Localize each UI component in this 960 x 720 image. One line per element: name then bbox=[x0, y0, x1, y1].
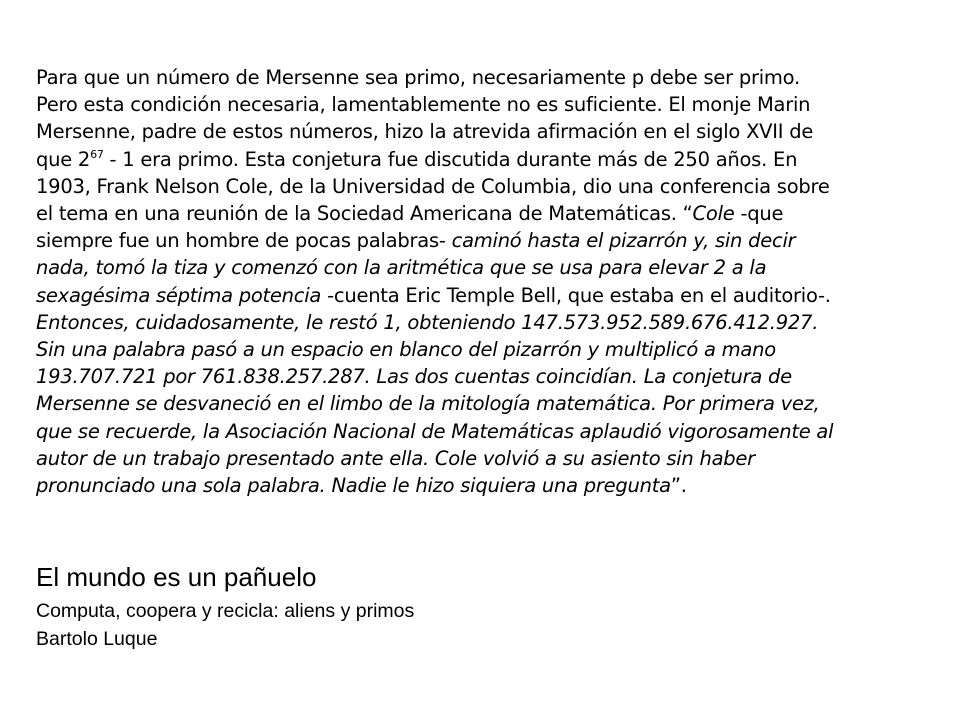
line-8-italic: nada, tomó la tiza y comenzó con la aritmética que se usa para elevar 2 a la bbox=[36, 256, 767, 280]
line-4-end: - 1 era primo. Esta conjetura fue discutida durante más de 250 años. En bbox=[103, 147, 798, 171]
author-name: Bartolo Luque bbox=[36, 628, 158, 650]
line-16-end: ”. bbox=[670, 474, 687, 498]
paragraph-line-16 bbox=[36, 472, 936, 499]
paragraph-line-10 bbox=[36, 309, 936, 336]
paragraph-line-4 bbox=[36, 146, 936, 173]
paragraph-line-9 bbox=[36, 282, 936, 309]
line-14-italic: que se recuerde, la Asociación Nacional de Matemáticas aplaudió vigorosamente al bbox=[36, 419, 834, 443]
line-9-italic: sexagésima séptima potencia bbox=[36, 283, 322, 307]
line-4-start: que 2 bbox=[36, 147, 91, 171]
line-13-italic: Mersenne se desvaneció en el limbo de la mitología matemática. Por primera vez, bbox=[36, 392, 820, 416]
line-6-italic: Cole bbox=[692, 202, 735, 226]
line-16-italic: pronunciado una sola palabra. Nadie le hizo siquiera una pregunta bbox=[36, 474, 671, 498]
paragraph-line-6 bbox=[36, 200, 936, 227]
paragraph-line-14 bbox=[36, 418, 936, 445]
line-7-italic: caminó hasta el pizarrón y, sin decir bbox=[451, 229, 796, 253]
source-subtitle: Computa, coopera y recicla: aliens y primos bbox=[36, 600, 415, 622]
paragraph-line-5: 1903, Frank Nelson Cole, de la Universidad de Columbia, dio una conferencia sobre bbox=[36, 174, 830, 198]
paragraph-line-11 bbox=[36, 336, 936, 363]
line-15-italic: autor de un trabajo presentado ante ella. Cole volvió a su asiento sin haber bbox=[36, 446, 755, 470]
line-10-italic: Entonces, cuidadosamente, le restó 1, obteniendo 147.573.952.589.676.412.927. bbox=[36, 310, 819, 334]
paragraph-line-3: Mersenne, padre de estos números, hizo la atrevida afirmación en el siglo XVII de bbox=[36, 120, 814, 144]
line-6-start: el tema en una reunión de la Sociedad Americana de Matemáticas. “ bbox=[36, 202, 693, 226]
exponent-superscript: 67 bbox=[90, 147, 104, 161]
paragraph-line-15 bbox=[36, 445, 936, 472]
line-9-end: -cuenta Eric Temple Bell, que estaba en el auditorio-. bbox=[321, 283, 831, 307]
paragraph-line-2: Pero esta condición necesaria, lamentablemente no es suficiente. El monje Marin bbox=[36, 93, 811, 117]
line-11-italic: Sin una palabra pasó a un espacio en blanco del pizarrón y multiplicó a mano bbox=[36, 338, 776, 362]
paragraph-line-13 bbox=[36, 390, 936, 417]
paragraph-line-12 bbox=[36, 363, 936, 390]
line-12-italic: 193.707.721 por 761.838.257.287. Las dos cuentas coincidían. La conjetura de bbox=[36, 365, 792, 389]
line-7-start: siempre fue un hombre de pocas palabras- bbox=[36, 229, 452, 253]
paragraph-line-1: Para que un número de Mersenne sea primo, necesariamente p debe ser primo. bbox=[36, 66, 800, 89]
line-6-end: -que bbox=[734, 202, 784, 226]
quote-paragraph bbox=[36, 64, 936, 499]
section-title: El mundo es un pañuelo bbox=[36, 562, 317, 592]
paragraph-line-8 bbox=[36, 254, 936, 281]
paragraph-line-7 bbox=[36, 227, 936, 254]
